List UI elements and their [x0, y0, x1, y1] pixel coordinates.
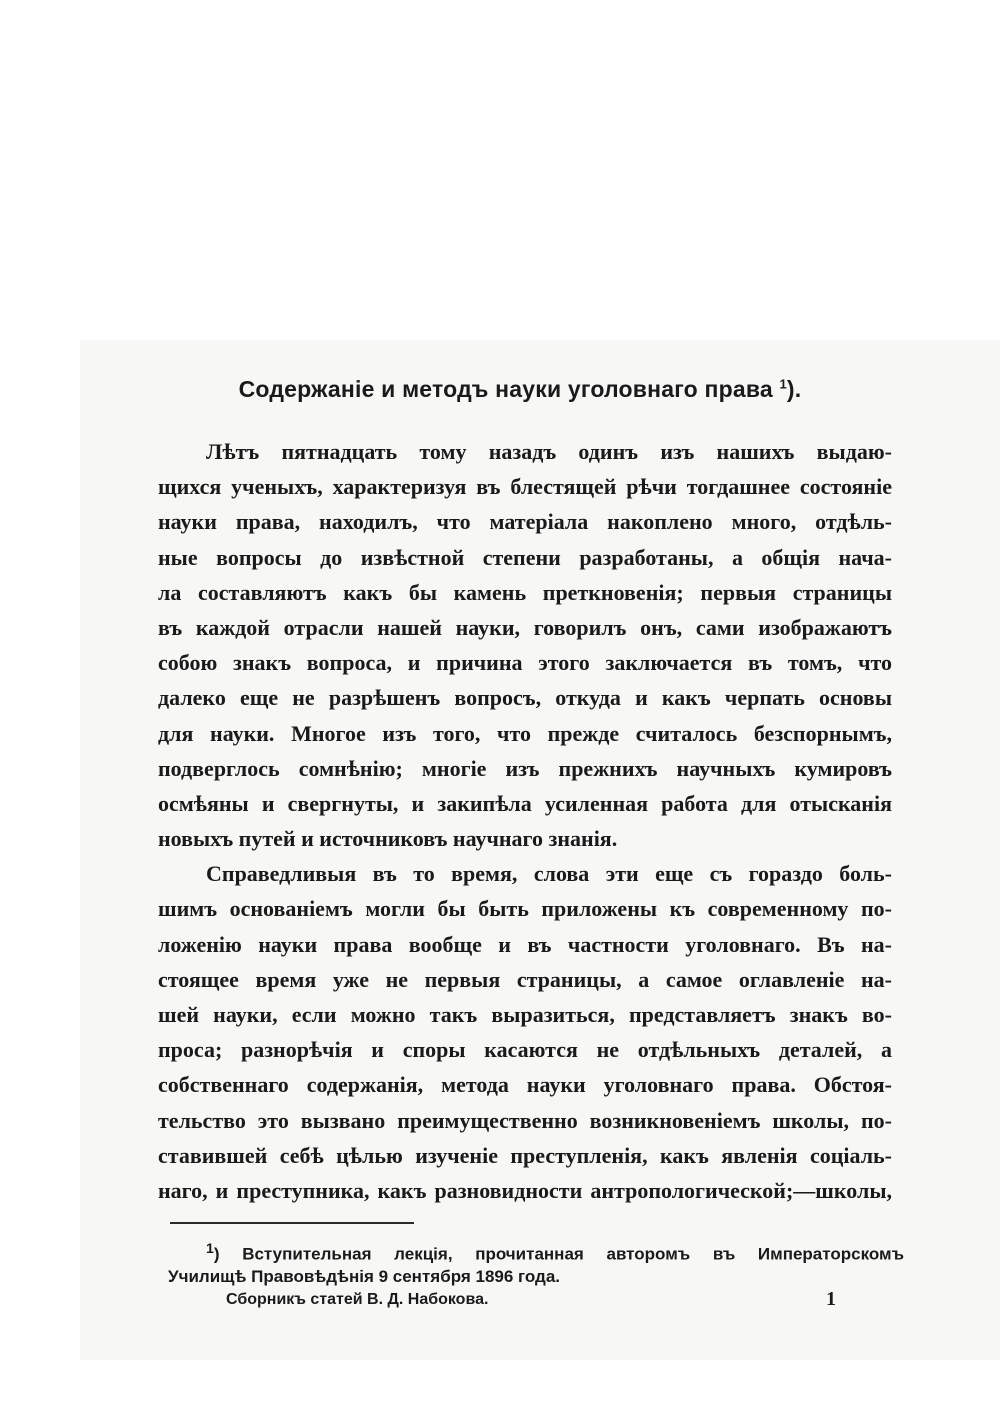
footnote-line — [168, 1236, 904, 1263]
text-line: щихся ученыхъ, характеризуя въ блестящей рѣчи тогдашнее состояніе — [158, 474, 892, 500]
text-line: Справедливыя въ то время, слова эти еще съ гораздо боль- — [206, 861, 892, 887]
text-line: собственнаго содержанія, метода науки уголовнаго права. Обстоя- — [158, 1072, 892, 1098]
text-line: далеко еще не разрѣшенъ вопросъ, откуда и какъ черпать основы — [158, 685, 892, 711]
footnote-mark: 1 — [206, 1241, 214, 1257]
text-line: собою знакъ вопроса, и причина этого заключается въ томъ, что — [158, 650, 892, 676]
body-text — [158, 434, 892, 1208]
text-line: ла составляютъ какъ бы камень преткновенія; первыя страницы — [158, 579, 892, 605]
text-line: ные вопросы до извѣстной степени разработаны, а общія нача- — [158, 544, 892, 570]
footnote-text-1: ) Вступительная лекція, прочитанная авторомъ въ Императорскомъ — [213, 1244, 904, 1264]
footnote-text-2: Училищѣ Правовѣдѣнія 9 сентября 1896 года. — [168, 1267, 561, 1286]
text-line: проса; разнорѣчія и споры касаются не отдѣльныхъ деталей, а — [158, 1037, 892, 1063]
text-line: въ каждой отрасли нашей науки, говорилъ онъ, сами изображаютъ — [158, 614, 892, 640]
text-line: Лѣтъ пятнадцать тому назадъ одинъ изъ нашихъ выдаю- — [206, 439, 892, 464]
paragraph-1 — [158, 434, 892, 856]
text-line: осмѣяны и свергнуты, и закипѣла усиленная работа для отысканія — [158, 790, 892, 816]
text-line: науки права, находилъ, что матеріала накоплено много, отдѣль- — [158, 509, 892, 535]
title-footnote-mark: 1 — [779, 376, 787, 392]
footnote — [168, 1236, 904, 1290]
paragraph-2 — [158, 856, 892, 1208]
signature-line: Сборникъ статей В. Д. Набокова. — [226, 1291, 489, 1308]
text-line: ложенію науки права вообще и въ частности уголовнаго. Въ на- — [158, 931, 892, 957]
text-line: наго, и преступника, какъ разновидности антропологической;—школы, — [158, 1177, 892, 1203]
title-text: Содержаніе и методъ науки уголовнаго права — [238, 376, 773, 402]
text-line: тельство это вызвано преимущественно возникновеніемъ школы, по- — [158, 1107, 892, 1133]
text-line: новыхъ путей и источниковъ научнаго знанія. — [158, 826, 618, 852]
page-number: 1 — [826, 1288, 836, 1310]
footnote-line — [168, 1263, 904, 1290]
text-line: для науки. Многое изъ того, что прежде считалось безспорнымъ, — [158, 720, 892, 746]
text-line: шимъ основаніемъ могли бы быть приложены къ современному по- — [158, 896, 892, 922]
title-tail: ). — [786, 376, 802, 402]
text-line: шей науки, если можно такъ выразиться, представляетъ знакъ во- — [158, 1002, 892, 1027]
text-line: ставившей себѣ цѣлью изученіе преступленія, какъ явленія соціаль- — [158, 1142, 892, 1168]
page-title — [160, 376, 880, 403]
footnote-divider — [170, 1222, 414, 1224]
text-line: стоящее время уже не первыя страницы, а самое оглавленіе на- — [158, 966, 892, 992]
text-line: подверглось сомнѣнію; многіе изъ прежнихъ научныхъ кумировъ — [158, 755, 892, 781]
